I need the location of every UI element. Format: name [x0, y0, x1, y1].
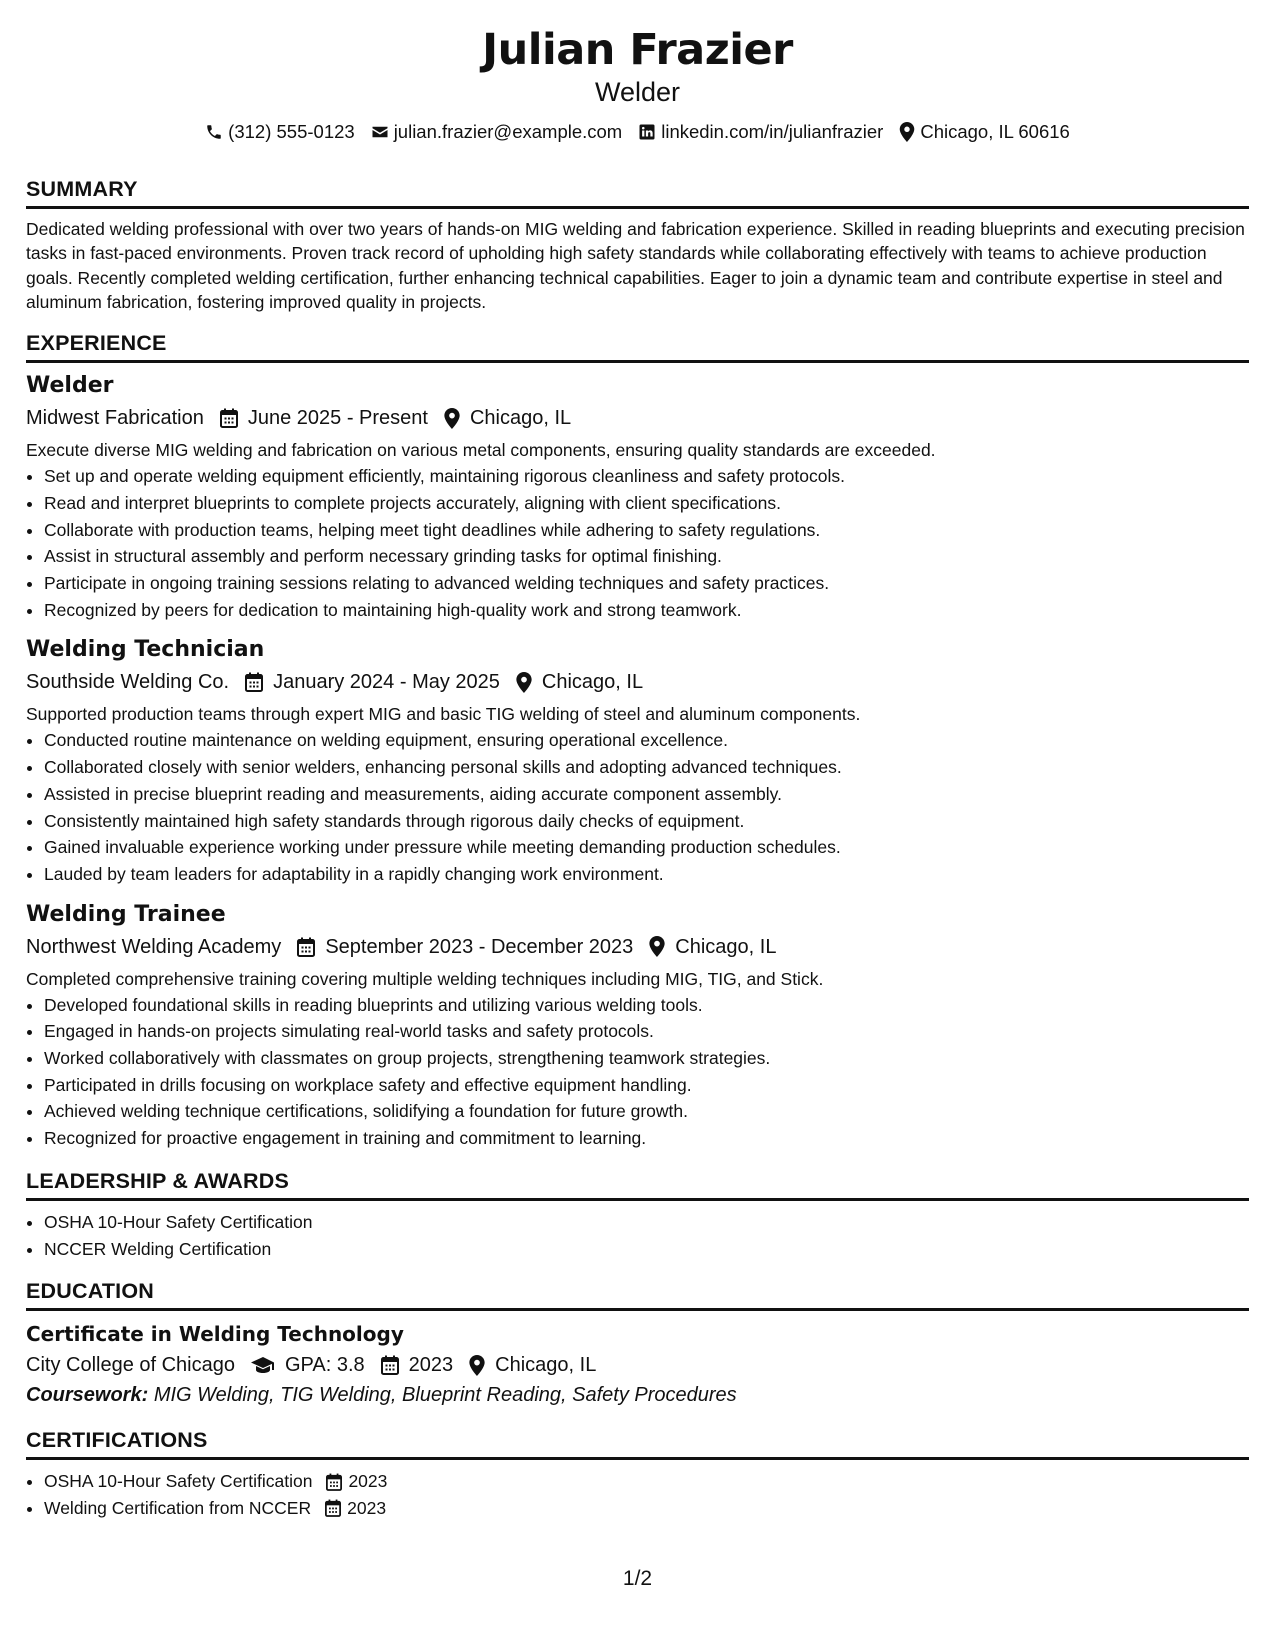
certifications-heading: CERTIFICATIONS [26, 1427, 1249, 1460]
education-year [381, 1351, 454, 1379]
contact-location [899, 120, 1069, 144]
education-school: City College of Chicago [26, 1354, 235, 1377]
envelope-icon [371, 123, 389, 141]
resume-header [26, 24, 1249, 144]
list-item: • Read and interpret blueprints to complete projects accurately, aligning with client specifications. [44, 490, 1249, 517]
contact-bar [26, 120, 1249, 144]
job-location-text: Chicago, IL [541, 671, 644, 694]
education-gpa [251, 1351, 365, 1379]
certification-entry [44, 1468, 387, 1495]
contact-email-text: julian.frazier@example.com [393, 121, 623, 142]
education-meta [26, 1351, 1249, 1379]
contact-location-text: Chicago, IL 60616 [920, 121, 1070, 142]
leadership-heading: LEADERSHIP & AWARDS [26, 1168, 1249, 1201]
resume-page [26, 0, 1249, 1522]
job-dates [245, 668, 500, 696]
graduation-cap-icon [251, 1356, 275, 1374]
page-number: 1/2 [622, 1567, 653, 1590]
job-meta [26, 933, 1249, 961]
education-coursework [26, 1381, 1249, 1409]
map-pin-icon [649, 936, 665, 957]
contact-linkedin[interactable] [638, 120, 883, 144]
candidate-name: Julian Frazier [482, 25, 793, 75]
education-location-text: Chicago, IL [495, 1354, 597, 1377]
summary-text: Dedicated welding professional with over two years of hands-on MIG welding and fabrication experience. Skilled in reading blueprints and executing precision tasks in fast-paced environments. Proven track record of upholding high safety standards while collaborating effectively with teams to achieve production goals. Recently completed welding certification, further enhancing technical capabilities. Eager to join a dynamic team and contribute expertise in steel and aluminum fabrication, fostering improved quality in projects. [26, 219, 1245, 312]
education-gpa-text: GPA: 3.8 [285, 1354, 365, 1377]
job-location [516, 668, 643, 696]
contact-phone[interactable] [205, 120, 355, 144]
education-year-text: 2023 [408, 1354, 454, 1377]
certification-name: • Welding Certification from NCCER [44, 1497, 312, 1518]
coursework-label: Coursework: [26, 1384, 149, 1407]
summary-heading: SUMMARY [26, 176, 1249, 209]
list-item: • NCCER Welding Certification [44, 1236, 1249, 1263]
calendar-icon [297, 937, 315, 957]
job-location [649, 933, 776, 961]
education-location [469, 1351, 596, 1379]
job-company: Northwest Welding Academy [26, 935, 282, 958]
job-dates-text: June 2025 - Present [247, 407, 428, 430]
list-item [44, 1468, 1249, 1495]
job-location [444, 404, 571, 432]
list-item: • Worked collaboratively with classmates on group projects, strengthening teamwork strategies. [44, 1045, 1249, 1072]
job-description: Execute diverse MIG welding and fabrication on various metal components, ensuring quality standards are exceeded. [26, 440, 936, 461]
job-meta [26, 668, 1249, 696]
list-item: • Assist in structural assembly and perform necessary grinding tasks for optimal finishing. [44, 543, 1249, 570]
job-dates-text: January 2024 - May 2025 [273, 671, 500, 694]
contact-phone-text: (312) 555-0123 [228, 121, 355, 142]
job-company: Midwest Fabrication [26, 407, 204, 430]
list-item: • Participated in drills focusing on workplace safety and effective equipment handling. [44, 1072, 1249, 1099]
job-title: Welding Trainee [26, 901, 226, 927]
certifications-section [26, 1427, 1249, 1521]
job-title: Welding Technician [26, 637, 265, 663]
phone-icon [205, 123, 223, 141]
linkedin-icon [638, 123, 656, 141]
map-pin-icon [516, 672, 532, 693]
certification-entry [44, 1495, 386, 1522]
list-item: • Gained invaluable experience working under pressure while meeting demanding production schedules. [44, 834, 1249, 861]
map-pin-icon [444, 408, 460, 429]
leadership-list [26, 1209, 1249, 1262]
list-item: • Lauded by team leaders for adaptability in a rapidly changing work environment. [44, 861, 1249, 888]
list-item: • Set up and operate welding equipment efficiently, maintaining rigorous cleanliness and safety protocols. [44, 463, 1249, 490]
job-entry [26, 901, 1249, 1152]
certifications-list [26, 1468, 1249, 1521]
certification-year: 2023 [347, 1497, 387, 1518]
list-item: • OSHA 10-Hour Safety Certification [44, 1209, 1249, 1236]
job-meta [26, 404, 1249, 432]
contact-email[interactable] [371, 120, 623, 144]
job-description: Completed comprehensive training covering multiple welding techniques including MIG, TIG, and Stick. [26, 968, 824, 989]
experience-heading: EXPERIENCE [26, 330, 1249, 363]
list-item: • Consistently maintained high safety standards through rigorous daily checks of equipment. [44, 808, 1249, 835]
list-item: • Achieved welding technique certifications, solidifying a foundation for future growth. [44, 1098, 1249, 1125]
calendar-icon [245, 672, 263, 692]
job-entry [26, 636, 1249, 887]
certification-year: 2023 [348, 1471, 388, 1492]
contact-linkedin-text: linkedin.com/in/julianfrazier [661, 121, 884, 142]
map-pin-icon [899, 122, 915, 142]
calendar-icon [220, 408, 238, 428]
certification-name: • OSHA 10-Hour Safety Certification [44, 1471, 313, 1492]
calendar-icon [381, 1355, 399, 1375]
education-heading: EDUCATION [26, 1278, 1249, 1311]
job-bullets [26, 463, 1249, 623]
coursework-text: MIG Welding, TIG Welding, Blueprint Reading, Safety Procedures [153, 1384, 737, 1407]
job-dates-text: September 2023 - December 2023 [325, 935, 634, 958]
calendar-icon [325, 1499, 341, 1517]
education-section [26, 1278, 1249, 1409]
calendar-icon [326, 1473, 342, 1491]
list-item: • Collaborated closely with senior welders, enhancing personal skills and adopting advanced techniques. [44, 754, 1249, 781]
summary-section [26, 176, 1249, 314]
job-bullets [26, 727, 1249, 887]
leadership-section [26, 1168, 1249, 1262]
list-item: • Recognized for proactive engagement in training and commitment to learning. [44, 1125, 1249, 1152]
job-dates [220, 404, 428, 432]
candidate-role: Welder [594, 77, 681, 107]
job-entry [26, 372, 1249, 623]
list-item: • Conducted routine maintenance on welding equipment, ensuring operational excellence. [44, 727, 1249, 754]
job-location-text: Chicago, IL [675, 935, 777, 958]
list-item: • Collaborate with production teams, helping meet tight deadlines while adhering to safety regulations. [44, 517, 1249, 544]
experience-section [26, 330, 1249, 1152]
job-title: Welder [26, 373, 114, 399]
job-company: Southside Welding Co. [26, 671, 230, 694]
list-item [44, 1495, 1249, 1522]
map-pin-icon [469, 1355, 485, 1376]
job-location-text: Chicago, IL [469, 407, 572, 430]
list-item: • Engaged in hands-on projects simulating real-world tasks and safety protocols. [44, 1018, 1249, 1045]
list-item: • Assisted in precise blueprint reading and measurements, aiding accurate component assembly. [44, 781, 1249, 808]
list-item: • Developed foundational skills in reading blueprints and utilizing various welding tools. [44, 992, 1249, 1019]
list-item: • Participate in ongoing training sessions relating to advanced welding techniques and safety practices. [44, 570, 1249, 597]
job-dates [297, 933, 633, 961]
job-description: Supported production teams through expert MIG and basic TIG welding of steel and aluminum components. [26, 704, 861, 725]
job-bullets [26, 992, 1249, 1152]
education-degree: Certificate in Welding Technology [26, 1322, 404, 1347]
list-item: • Recognized by peers for dedication to maintaining high-quality work and strong teamwork. [44, 597, 1249, 624]
